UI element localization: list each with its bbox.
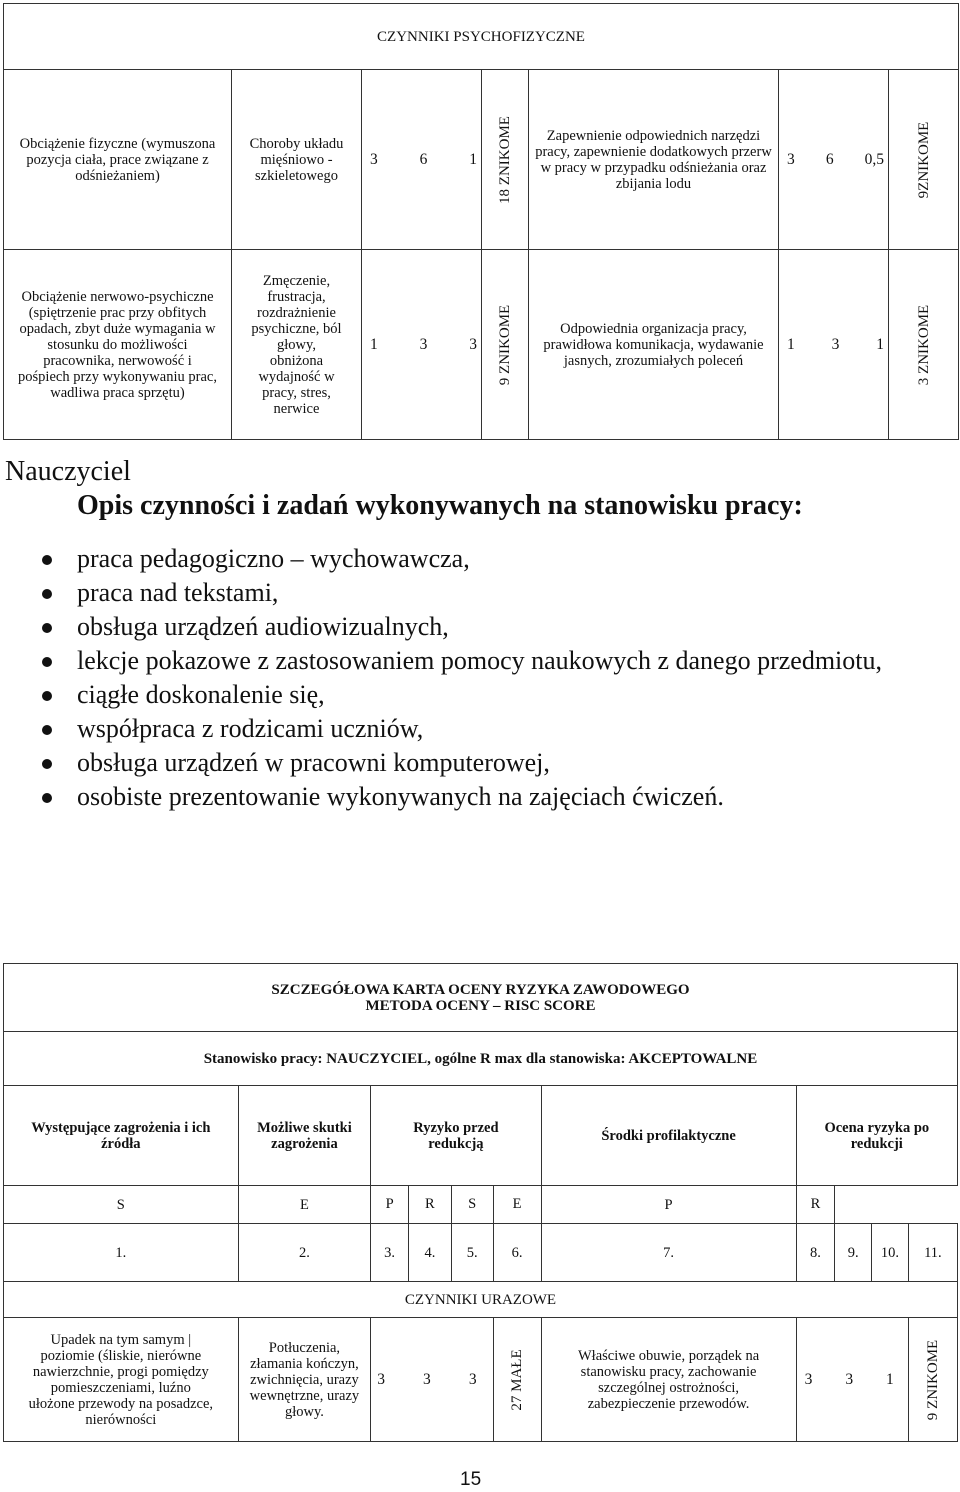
column-number: 7. [541,1224,796,1282]
header-risk-after: Ocena ryzyka po redukcji [796,1086,957,1186]
bullet-icon [42,793,52,803]
bullet-icon [42,555,52,565]
probability-after-value: 0,5 [864,150,884,168]
exposure-after-value: 3 [845,1370,854,1388]
severity-after-value: 1 [787,335,795,353]
exposure-value: 3 [419,335,428,353]
severity-after-value: 3 [804,1370,813,1388]
hazard-cell: Obciążenie nerwowo-psychiczne (spiętrzenie prac przy obfitych opadach, zbyt duże wymagania w stosunku do możliwości pracownika, nerwowość i pośpiech przy wykonywaniu prac, wadliwa praca sprzętu) [4,250,232,440]
position-line: Stanowisko pracy: NAUCZYCIEL, ogólne R max dla stanowiska: AKCEPTOWALNE [4,1032,958,1086]
hazard-cell: Obciążenie fizyczne (wymuszona pozycja ciała, prace związane z odśnieżaniem) [4,70,232,250]
probability-value: 3 [469,335,477,353]
header-e: E [238,1186,371,1224]
card-title [4,964,958,1032]
header-measures: Środki profilaktyczne [541,1086,796,1186]
bullet-icon [42,691,52,701]
risk-before-cell [482,250,529,440]
risk-before-cell [482,70,529,250]
severity-after-value: 3 [787,150,795,168]
risk-after-value: 3 ZNIKOME [915,304,932,385]
risk-before-value: 27 MAŁE [509,1348,526,1411]
column-number: 10. [872,1224,909,1282]
column-number: 9. [835,1224,872,1282]
duty-text: lekcje pokazowe z zastosowaniem pomocy naukowych z danego przedmiotu, [77,646,882,675]
duty-text: ciągłe doskonalenie się, [77,680,325,709]
exposure-value: 3 [423,1370,431,1388]
severity-value: 3 [370,150,378,168]
effects-cell: Choroby układu mięśniowo - szkieletowego [232,70,362,250]
measures-cell: Odpowiednia organizacja pracy, prawidłowa komunikacja, wydawanie jasnych, zrozumiałych poleceń [529,250,779,440]
probability-value: 3 [468,1370,477,1388]
bullet-icon [42,589,52,599]
header-effects: Możliwe skutki zagrożenia [238,1086,371,1186]
list-item [5,780,955,814]
duties-list [5,542,955,814]
header-p-after: P [541,1186,796,1224]
probability-after-value: 1 [876,335,884,353]
risk-before-value: 18 ZNIKOME [497,115,513,204]
card-title-line1: SZCZEGÓŁOWA KARTA OCENY RYZYKA ZAWODOWEGO [271,981,690,998]
list-item [5,644,955,678]
effects-cell: Zmęczenie, frustracja, rozdrażnienie psychiczne, ból głowy, obniżona wydajność w pracy, stres, nerwice [232,250,362,440]
role-title: Nauczyciel [5,456,131,487]
risk-before-values [362,250,482,440]
list-item [5,610,955,644]
column-number: 2. [238,1224,371,1282]
probability-after-value: 1 [886,1370,894,1388]
measures-cell: Właściwe obuwie, porządek na stanowisku pracy, zachowanie szczególnej ostrożności, zabezpieczenie przewodów. [541,1318,796,1442]
header-hazards: Występujące zagrożenia i ich źródła [4,1086,239,1186]
bullet-icon [42,759,52,769]
header-s: S [4,1186,239,1224]
column-number: 3. [371,1224,409,1282]
exposure-after-value: 3 [831,335,840,353]
risk-after-cell [889,70,959,250]
duty-text: praca nad tekstami, [77,578,279,607]
risk-after-cell [908,1318,957,1442]
risk-before-values [362,70,482,250]
psychophysical-factors-table [3,3,959,440]
hazard-cell: Upadek na tym samym | poziomie (śliskie, nierówne nawierzchnie, progi pomiędzy pomieszczeniami, luźno ułożone przewody na posadzce, nierówności [4,1318,239,1442]
risk-after-cell [889,250,959,440]
exposure-after-value: 6 [825,150,834,168]
list-item [5,678,955,712]
column-number: 6. [493,1224,541,1282]
column-number: 5. [451,1224,493,1282]
measures-cell: Zapewnienie odpowiednich narzędzi pracy, zapewnienie dodatkowych przerw w pracy w przypadku odśnieżania oraz zbijania lodu [529,70,779,250]
card-title-line2: METODA OCENY – RISC SCORE [365,997,596,1014]
header-r-after: R [796,1186,835,1224]
severity-value: 3 [377,1370,385,1388]
risk-before-value: 9 ZNIKOME [497,304,513,385]
duty-text: praca pedagogiczno – wychowawcza, [77,544,470,573]
risk-before-values [371,1318,493,1442]
header-s-after: S [451,1186,493,1224]
list-item [5,746,955,780]
section-heading: Opis czynności i zadań wykonywanych na stanowisku pracy: [77,490,803,521]
exposure-value: 6 [419,150,428,168]
duty-text: współpraca z rodzicami uczniów, [77,714,424,743]
risk-after-value: 9 ZNIKOME [924,1339,941,1420]
list-item [5,712,955,746]
header-e-after: E [493,1186,541,1224]
bullet-icon [42,725,52,735]
risk-after-values [796,1318,908,1442]
bullet-icon [42,657,52,667]
duty-text: obsługa urządzeń audiowizualnych, [77,612,449,641]
effects-cell: Potłuczenia, złamania kończyn, zwichnięcia, urazy wewnętrzne, urazy głowy. [238,1318,371,1442]
header-r: R [408,1186,451,1224]
page-number: 15 [460,1469,482,1490]
duty-text: obsługa urządzeń w pracowni komputerowej, [77,748,550,777]
risk-after-value: 9ZNIKOME [915,121,932,198]
list-item [5,576,955,610]
probability-value: 1 [469,150,477,168]
header-p: P [371,1186,409,1224]
risk-after-values [779,70,889,250]
risk-before-cell [493,1318,541,1442]
column-number: 1. [4,1224,239,1282]
section-header: CZYNNIKI URAZOWE [4,1282,958,1318]
column-number: 4. [408,1224,451,1282]
section-header: CZYNNIKI PSYCHOFIZYCZNE [4,4,959,70]
risk-assessment-card [3,963,958,1442]
list-item [5,542,955,576]
severity-value: 1 [370,335,378,353]
header-risk-before: Ryzyko przed redukcją [371,1086,541,1186]
duty-text: osobiste prezentowanie wykonywanych na zajęciach ćwiczeń. [77,782,724,811]
column-number: 11. [908,1224,957,1282]
job-description [5,455,955,814]
column-number: 8. [796,1224,835,1282]
risk-after-values [779,250,889,440]
bullet-icon [42,623,52,633]
